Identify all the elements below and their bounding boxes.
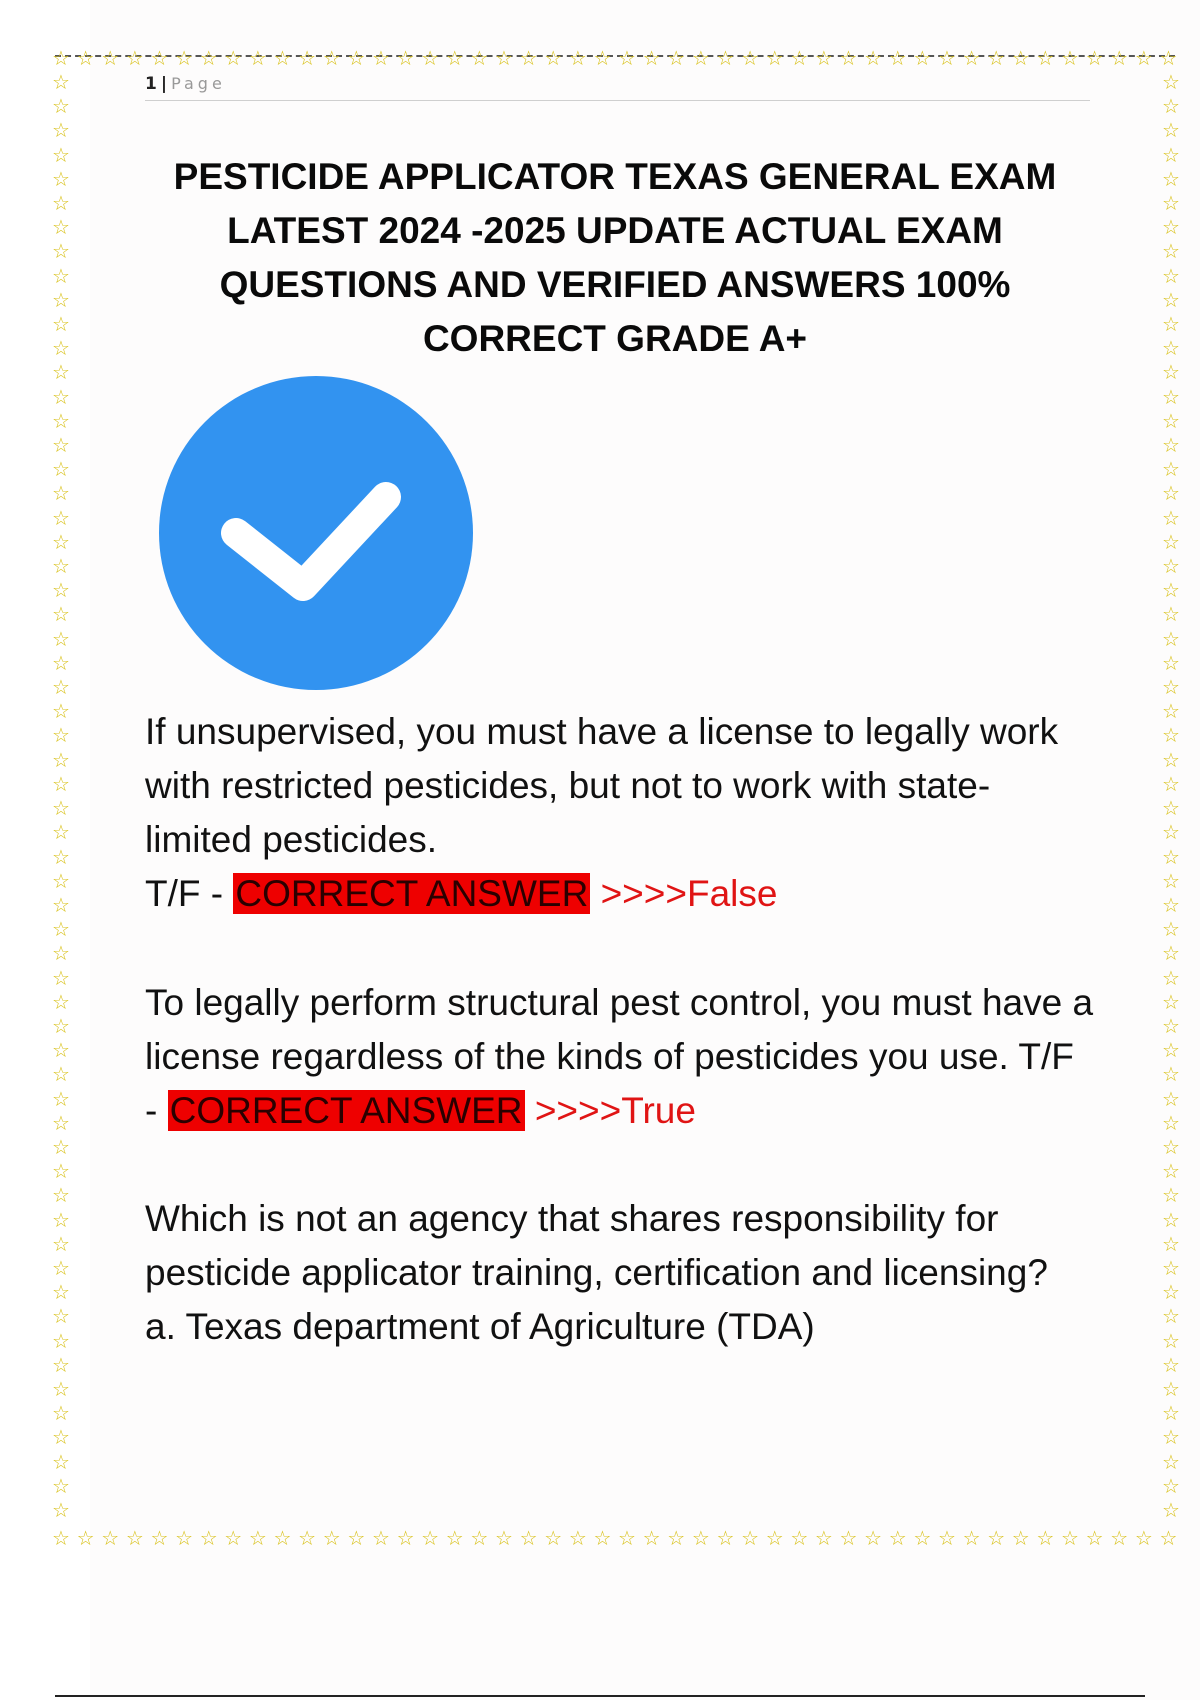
star-icon: ☆ xyxy=(52,263,70,288)
star-icon: ☆ xyxy=(52,360,70,385)
star-icon: ☆ xyxy=(1162,481,1180,506)
star-icon: ☆ xyxy=(864,1526,883,1550)
star-icon: ☆ xyxy=(52,215,70,240)
star-icon: ☆ xyxy=(52,1401,70,1426)
star-icon: ☆ xyxy=(52,166,70,191)
star-icon: ☆ xyxy=(1162,771,1180,796)
star-icon: ☆ xyxy=(790,1526,809,1550)
star-icon: ☆ xyxy=(839,46,858,70)
star-icon: ☆ xyxy=(937,1526,956,1550)
star-icon: ☆ xyxy=(52,384,70,409)
star-icon: ☆ xyxy=(52,1110,70,1135)
star-icon: ☆ xyxy=(371,46,390,70)
star-icon: ☆ xyxy=(52,1013,70,1038)
star-icon: ☆ xyxy=(52,433,70,458)
question-3 xyxy=(145,1192,1095,1354)
star-icon: ☆ xyxy=(741,46,760,70)
star-icon: ☆ xyxy=(76,46,95,70)
star-icon: ☆ xyxy=(1162,1401,1180,1426)
star-icon: ☆ xyxy=(52,796,70,821)
star-icon: ☆ xyxy=(495,46,513,70)
star-icon: ☆ xyxy=(52,699,70,724)
star-icon: ☆ xyxy=(1061,46,1079,70)
star-icon: ☆ xyxy=(1162,1328,1180,1353)
star-icon: ☆ xyxy=(962,1526,981,1550)
star-icon: ☆ xyxy=(52,626,70,651)
star-icon: ☆ xyxy=(1110,1526,1129,1550)
star-icon: ☆ xyxy=(175,46,194,70)
star-icon: ☆ xyxy=(962,46,981,70)
star-icon: ☆ xyxy=(52,602,70,627)
star-icon: ☆ xyxy=(987,1526,1006,1550)
star-icon: ☆ xyxy=(1162,239,1180,264)
star-icon: ☆ xyxy=(52,336,70,361)
star-icon: ☆ xyxy=(741,1526,760,1550)
star-icon: ☆ xyxy=(470,46,489,70)
star-icon: ☆ xyxy=(937,46,956,70)
star-icon: ☆ xyxy=(52,1207,70,1232)
star-icon: ☆ xyxy=(1162,1013,1180,1038)
star-icon: ☆ xyxy=(1162,118,1180,143)
star-icon: ☆ xyxy=(52,312,70,337)
star-icon: ☆ xyxy=(691,46,710,70)
star-icon: ☆ xyxy=(1162,1231,1180,1256)
star-icon: ☆ xyxy=(52,1159,70,1184)
star-icon: ☆ xyxy=(52,505,70,530)
star-icon: ☆ xyxy=(52,457,70,482)
star-icon: ☆ xyxy=(1162,723,1180,748)
star-icon: ☆ xyxy=(273,1526,292,1550)
star-icon: ☆ xyxy=(52,287,70,312)
star-icon: ☆ xyxy=(913,46,932,70)
question-1-text: If unsupervised, you must have a license to legally work with restricted pesticides, but not to work with state-limited pesticides. xyxy=(145,711,1059,860)
star-icon: ☆ xyxy=(495,1526,513,1550)
star-icon: ☆ xyxy=(1110,46,1129,70)
star-icon: ☆ xyxy=(1162,336,1180,361)
star-icon: ☆ xyxy=(1162,433,1180,458)
star-icon: ☆ xyxy=(101,1526,120,1550)
star-icon: ☆ xyxy=(1162,360,1180,385)
star-icon: ☆ xyxy=(52,554,70,579)
star-icon: ☆ xyxy=(1162,1134,1180,1159)
star-icon: ☆ xyxy=(1162,1304,1180,1329)
star-icon: ☆ xyxy=(52,771,70,796)
star-icon: ☆ xyxy=(125,46,144,70)
star-icon: ☆ xyxy=(1011,46,1030,70)
star-icon: ☆ xyxy=(1159,1526,1178,1550)
star-icon: ☆ xyxy=(52,118,70,143)
star-icon: ☆ xyxy=(52,892,70,917)
star-icon: ☆ xyxy=(1162,287,1180,312)
star-icon: ☆ xyxy=(52,941,70,966)
star-icon: ☆ xyxy=(52,94,70,119)
star-icon: ☆ xyxy=(642,1526,661,1550)
star-icon: ☆ xyxy=(248,46,267,70)
star-border-bottom xyxy=(50,1528,1180,1550)
star-icon: ☆ xyxy=(1162,602,1180,627)
star-icon: ☆ xyxy=(445,46,464,70)
question-2-answer: >>>>True xyxy=(534,1090,696,1131)
star-icon: ☆ xyxy=(716,1526,735,1550)
star-icon: ☆ xyxy=(1162,1449,1180,1474)
star-icon: ☆ xyxy=(1162,796,1180,821)
question-3-option-a: a. Texas department of Agriculture (TDA) xyxy=(145,1306,815,1347)
star-border-right xyxy=(1160,72,1182,1522)
star-icon: ☆ xyxy=(396,46,415,70)
star-icon: ☆ xyxy=(52,1280,70,1305)
star-icon: ☆ xyxy=(52,1304,70,1329)
star-icon: ☆ xyxy=(814,1526,833,1550)
page-separator: | xyxy=(160,74,168,94)
star-icon: ☆ xyxy=(52,578,70,603)
star-icon: ☆ xyxy=(888,1526,907,1550)
star-icon: ☆ xyxy=(421,46,440,70)
star-icon: ☆ xyxy=(52,408,70,433)
star-icon: ☆ xyxy=(1162,650,1180,675)
star-icon: ☆ xyxy=(1162,94,1180,119)
star-icon: ☆ xyxy=(52,1376,70,1401)
star-icon: ☆ xyxy=(667,1526,686,1550)
star-icon: ☆ xyxy=(52,820,70,845)
star-icon: ☆ xyxy=(1162,844,1180,869)
star-icon: ☆ xyxy=(1162,892,1180,917)
star-icon: ☆ xyxy=(544,1526,563,1550)
star-icon: ☆ xyxy=(1162,1255,1180,1280)
star-icon: ☆ xyxy=(864,46,883,70)
star-icon: ☆ xyxy=(839,1526,858,1550)
page-header xyxy=(145,74,1090,101)
star-icon: ☆ xyxy=(322,46,341,70)
question-2-prefix: T/F - xyxy=(145,1036,1074,1131)
correct-answer-label: CORRECT ANSWER xyxy=(169,1090,523,1131)
star-icon: ☆ xyxy=(52,142,70,167)
star-icon: ☆ xyxy=(322,1526,341,1550)
star-icon: ☆ xyxy=(1162,1086,1180,1111)
question-1-answer-line xyxy=(145,867,1095,921)
star-icon: ☆ xyxy=(175,1526,194,1550)
star-icon: ☆ xyxy=(52,723,70,748)
star-icon: ☆ xyxy=(1162,554,1180,579)
star-icon: ☆ xyxy=(790,46,809,70)
question-2-text: To legally perform structural pest control, you must have a license regardless of the kinds of pesticides you use. xyxy=(145,982,1094,1077)
star-icon: ☆ xyxy=(52,46,70,70)
star-icon: ☆ xyxy=(716,46,735,70)
star-icon: ☆ xyxy=(52,1062,70,1087)
star-icon: ☆ xyxy=(1162,166,1180,191)
star-icon: ☆ xyxy=(1162,1159,1180,1184)
star-icon: ☆ xyxy=(1011,1526,1030,1550)
star-icon: ☆ xyxy=(519,46,538,70)
star-icon: ☆ xyxy=(1162,1352,1180,1377)
correct-answer-label: CORRECT ANSWER xyxy=(235,873,589,914)
star-icon: ☆ xyxy=(1162,917,1180,942)
star-icon: ☆ xyxy=(1162,820,1180,845)
star-icon: ☆ xyxy=(1162,263,1180,288)
star-icon: ☆ xyxy=(765,46,784,70)
star-icon: ☆ xyxy=(593,46,612,70)
star-icon: ☆ xyxy=(642,46,661,70)
star-icon: ☆ xyxy=(568,1526,587,1550)
star-icon: ☆ xyxy=(1134,1526,1153,1550)
star-icon: ☆ xyxy=(52,1352,70,1377)
star-icon: ☆ xyxy=(248,1526,267,1550)
star-icon: ☆ xyxy=(1036,1526,1055,1550)
star-icon: ☆ xyxy=(1085,46,1104,70)
star-icon: ☆ xyxy=(52,1328,70,1353)
star-icon: ☆ xyxy=(199,46,218,70)
star-icon: ☆ xyxy=(52,989,70,1014)
star-icon: ☆ xyxy=(52,1473,70,1498)
star-icon: ☆ xyxy=(52,1449,70,1474)
star-icon: ☆ xyxy=(1162,215,1180,240)
star-icon: ☆ xyxy=(1162,699,1180,724)
star-icon: ☆ xyxy=(52,70,70,94)
star-icon: ☆ xyxy=(52,1425,70,1450)
question-1-prefix: T/F - xyxy=(145,873,234,914)
star-icon: ☆ xyxy=(52,239,70,264)
star-border-left xyxy=(50,72,72,1522)
question-3-text: Which is not an agency that shares responsibility for pesticide applicator training, certification and licensing? xyxy=(145,1198,1048,1293)
star-icon: ☆ xyxy=(1134,46,1153,70)
page-number: 1 xyxy=(145,74,157,94)
star-icon: ☆ xyxy=(1162,1207,1180,1232)
star-icon: ☆ xyxy=(519,1526,538,1550)
check-circle-icon xyxy=(158,375,474,691)
star-icon: ☆ xyxy=(1162,578,1180,603)
star-icon: ☆ xyxy=(1036,46,1055,70)
star-icon: ☆ xyxy=(1162,1473,1180,1498)
star-icon: ☆ xyxy=(52,650,70,675)
star-border-top xyxy=(50,48,1180,70)
star-icon: ☆ xyxy=(347,1526,366,1550)
star-icon: ☆ xyxy=(1162,1183,1180,1208)
star-icon: ☆ xyxy=(1162,384,1180,409)
star-icon: ☆ xyxy=(52,675,70,700)
star-icon: ☆ xyxy=(1162,142,1180,167)
document-title: PESTICIDE APPLICATOR TEXAS GENERAL EXAM LATEST 2024 -2025 UPDATE ACTUAL EXAM QUESTIONS AND VERIFIED ANSWERS 100% CORRECT GRADE A+ xyxy=(173,156,1057,359)
star-icon: ☆ xyxy=(1162,408,1180,433)
star-icon: ☆ xyxy=(52,965,70,990)
star-icon: ☆ xyxy=(593,1526,612,1550)
star-icon: ☆ xyxy=(298,46,317,70)
star-icon: ☆ xyxy=(765,1526,784,1550)
star-icon: ☆ xyxy=(544,46,563,70)
star-icon: ☆ xyxy=(76,1526,95,1550)
star-icon: ☆ xyxy=(1162,747,1180,772)
star-icon: ☆ xyxy=(1162,1280,1180,1305)
star-icon: ☆ xyxy=(1162,529,1180,554)
star-icon: ☆ xyxy=(52,868,70,893)
page-margin-strip xyxy=(0,0,90,1700)
star-icon: ☆ xyxy=(224,1526,243,1550)
star-icon: ☆ xyxy=(52,1038,70,1063)
footer-rule xyxy=(55,1695,1145,1697)
star-icon: ☆ xyxy=(1162,868,1180,893)
question-2 xyxy=(145,976,1095,1138)
star-icon: ☆ xyxy=(1162,626,1180,651)
star-icon: ☆ xyxy=(224,46,243,70)
star-icon: ☆ xyxy=(1162,505,1180,530)
star-icon: ☆ xyxy=(199,1526,218,1550)
star-icon: ☆ xyxy=(52,844,70,869)
star-icon: ☆ xyxy=(1162,989,1180,1014)
star-icon: ☆ xyxy=(52,1526,70,1550)
star-icon: ☆ xyxy=(298,1526,317,1550)
star-icon: ☆ xyxy=(618,1526,636,1550)
star-icon: ☆ xyxy=(987,46,1006,70)
star-icon: ☆ xyxy=(1159,46,1178,70)
star-icon: ☆ xyxy=(568,46,587,70)
star-icon: ☆ xyxy=(445,1526,464,1550)
question-1-answer: >>>>False xyxy=(600,873,778,914)
page-label: Page xyxy=(171,74,226,93)
star-icon: ☆ xyxy=(1162,675,1180,700)
star-icon: ☆ xyxy=(1061,1526,1079,1550)
star-icon: ☆ xyxy=(347,46,366,70)
star-icon: ☆ xyxy=(421,1526,440,1550)
star-icon: ☆ xyxy=(618,46,636,70)
star-icon: ☆ xyxy=(371,1526,390,1550)
star-icon: ☆ xyxy=(1162,1110,1180,1135)
star-icon: ☆ xyxy=(1162,312,1180,337)
star-icon: ☆ xyxy=(396,1526,415,1550)
star-icon: ☆ xyxy=(1162,457,1180,482)
star-icon: ☆ xyxy=(1162,1425,1180,1450)
question-1 xyxy=(145,705,1095,921)
star-icon: ☆ xyxy=(888,46,907,70)
star-icon: ☆ xyxy=(913,1526,932,1550)
star-icon: ☆ xyxy=(1085,1526,1104,1550)
star-icon: ☆ xyxy=(125,1526,144,1550)
star-icon: ☆ xyxy=(1162,191,1180,216)
star-icon: ☆ xyxy=(1162,1062,1180,1087)
star-icon: ☆ xyxy=(150,1526,169,1550)
star-icon: ☆ xyxy=(814,46,833,70)
star-icon: ☆ xyxy=(1162,965,1180,990)
star-icon: ☆ xyxy=(1162,1497,1180,1522)
star-icon: ☆ xyxy=(52,481,70,506)
star-icon: ☆ xyxy=(667,46,686,70)
star-icon: ☆ xyxy=(52,1231,70,1256)
star-icon: ☆ xyxy=(101,46,120,70)
star-icon: ☆ xyxy=(52,1134,70,1159)
star-icon: ☆ xyxy=(52,529,70,554)
star-icon: ☆ xyxy=(470,1526,489,1550)
star-icon: ☆ xyxy=(52,747,70,772)
star-icon: ☆ xyxy=(52,917,70,942)
star-icon: ☆ xyxy=(691,1526,710,1550)
star-icon: ☆ xyxy=(150,46,169,70)
star-icon: ☆ xyxy=(1162,941,1180,966)
star-icon: ☆ xyxy=(52,191,70,216)
star-icon: ☆ xyxy=(273,46,292,70)
star-icon: ☆ xyxy=(52,1497,70,1522)
star-icon: ☆ xyxy=(1162,1376,1180,1401)
star-icon: ☆ xyxy=(1162,70,1180,94)
star-icon: ☆ xyxy=(52,1255,70,1280)
star-icon: ☆ xyxy=(52,1086,70,1111)
star-icon: ☆ xyxy=(1162,1038,1180,1063)
star-icon: ☆ xyxy=(52,1183,70,1208)
